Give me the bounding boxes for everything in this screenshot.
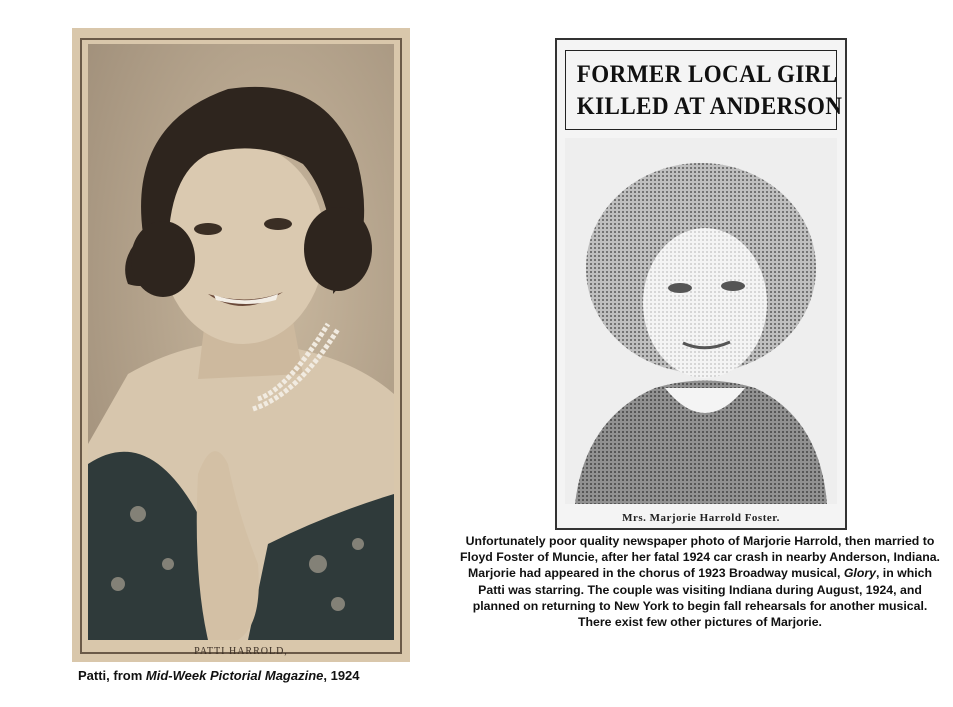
patti-portrait-illustration: [88, 44, 394, 640]
credit-prefix: Patti, from: [78, 668, 146, 683]
headline-line-2: KILLED AT ANDERSON: [576, 93, 843, 120]
newspaper-clipping: [555, 38, 847, 530]
marjorie-portrait-illustration: [565, 138, 837, 504]
marjorie-newspaper-photo: [565, 138, 837, 504]
description-text: [458, 533, 942, 630]
description-title: Glory: [843, 566, 876, 581]
headline-line-1: FORMER LOCAL GIRL: [576, 61, 838, 88]
patti-portrait-image: [88, 44, 394, 640]
credit-publication: Mid-Week Pictorial Magazine: [145, 668, 324, 683]
credit-suffix: , 1924: [323, 668, 360, 683]
headline-box: [565, 50, 843, 130]
description-part-2: , in which Patti was starring. The couple was visiting Indiana during August, 1924, and planned on returning to New York to begin fall rehearsals for another musical. There exist few other pictures of Marjorie.: [472, 566, 932, 630]
description-part-1: Unfortunately poor quality newspaper photo of Marjorie Harrold, then married to Floyd Foster of Muncie, after her fatal 1924 car crash in nearby Anderson, Indiana. Marjorie had appeared in the chorus of 1923 Broadway musical,: [460, 534, 940, 581]
photo-credit: [78, 668, 360, 683]
photo-caption: PATTI HARROLD,: [194, 646, 288, 657]
patti-harrold-photo: [72, 28, 410, 662]
newspaper-photo-caption: Mrs. Marjorie Harrold Foster.: [622, 512, 780, 524]
